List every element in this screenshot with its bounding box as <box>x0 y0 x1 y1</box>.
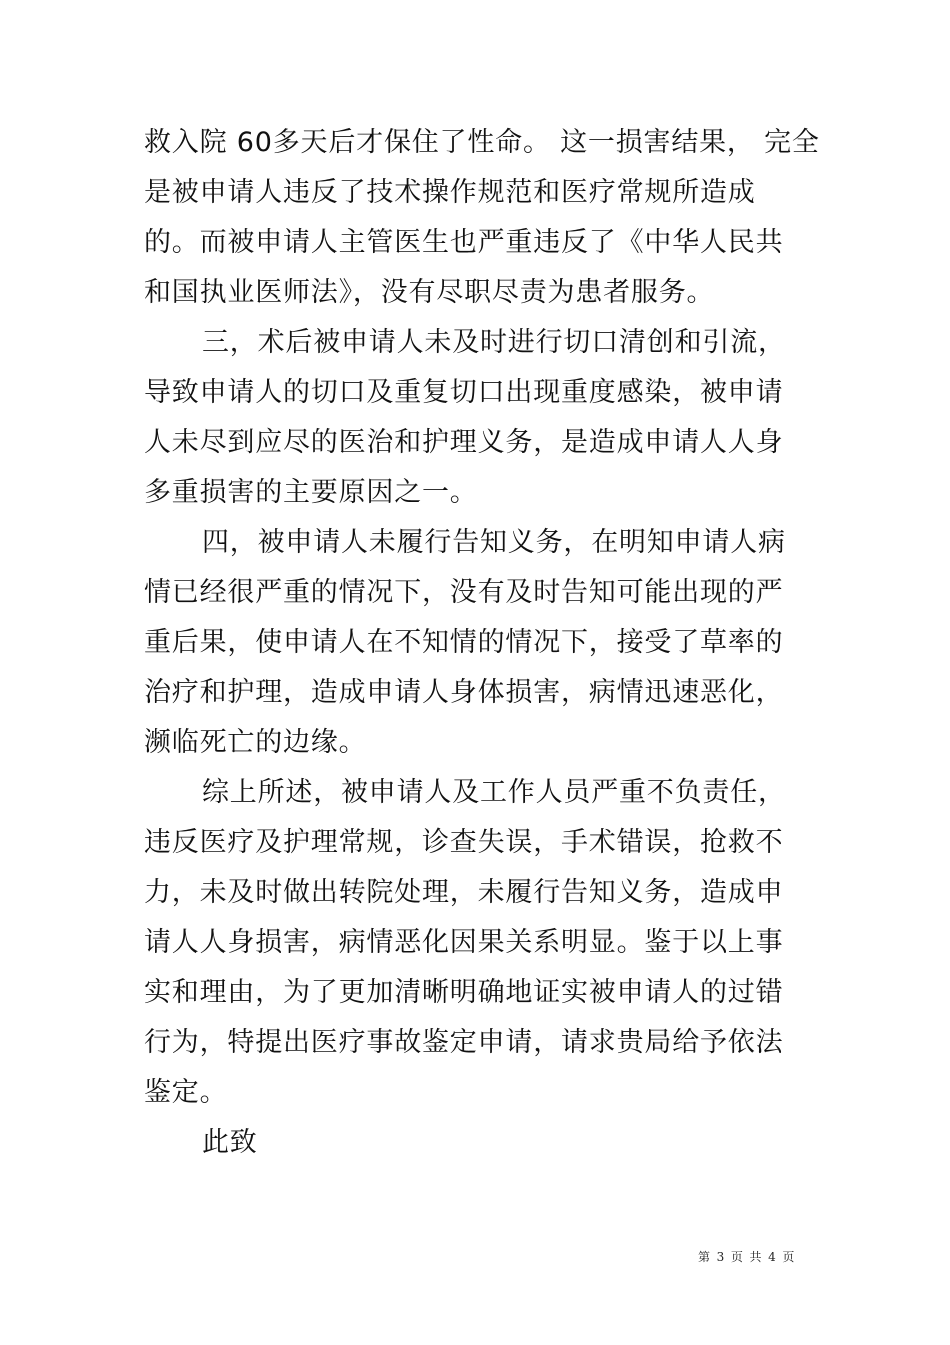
paragraph-line: 四，被申请人未履行告知义务，在明知申请人病 <box>202 527 786 558</box>
paragraph-line: 请人人身损害，病情恶化因果关系明显。鉴于以上事 <box>144 927 784 958</box>
paragraph-line: 力，未及时做出转院处理，未履行告知义务，造成申 <box>144 877 784 908</box>
paragraph-line: 实和理由，为了更加清晰明确地证实被申请人的过错 <box>144 977 784 1008</box>
paragraph-line: 违反医疗及护理常规，诊查失误，手术错误，抢救不 <box>144 827 784 858</box>
paragraph-line: 情已经很严重的情况下，没有及时告知可能出现的严 <box>144 577 784 608</box>
paragraph-line: 濒临死亡的边缘。 <box>144 727 367 758</box>
document-body <box>144 118 820 1168</box>
paragraph-line: 救入院 60多天后才保住了性命。 这一损害结果， 完全 <box>144 127 820 158</box>
paragraph-line: 重后果，使申请人在不知情的情况下，接受了草率的 <box>144 627 784 658</box>
paragraph-line: 人未尽到应尽的医治和护理义务，是造成申请人人身 <box>144 427 784 458</box>
paragraph-line: 综上所述，被申请人及工作人员严重不负责任， <box>202 777 786 808</box>
paragraph-line: 导致申请人的切口及重复切口出现重度感染，被申请 <box>144 377 784 408</box>
paragraph-line: 鉴定。 <box>144 1077 228 1108</box>
paragraph-line: 的。而被申请人主管医生也严重违反了《中华人民共 <box>144 227 784 258</box>
closing-text: 此致 <box>202 1127 258 1158</box>
paragraph-line: 行为，特提出医疗事故鉴定申请，请求贵局给予依法 <box>144 1027 784 1058</box>
paragraph-line: 是被申请人违反了技术操作规范和医疗常规所造成 <box>144 177 756 208</box>
paragraph-line: 多重损害的主要原因之一。 <box>144 477 478 508</box>
paragraph-line: 治疗和护理，造成申请人身体损害，病情迅速恶化， <box>144 677 784 708</box>
page-number: 第 3 页 共 4 页 <box>698 1250 796 1264</box>
paragraph-line: 三，术后被申请人未及时进行切口清创和引流， <box>202 327 786 358</box>
paragraph-line: 和国执业医师法》，没有尽职尽责为患者服务。 <box>144 277 715 308</box>
